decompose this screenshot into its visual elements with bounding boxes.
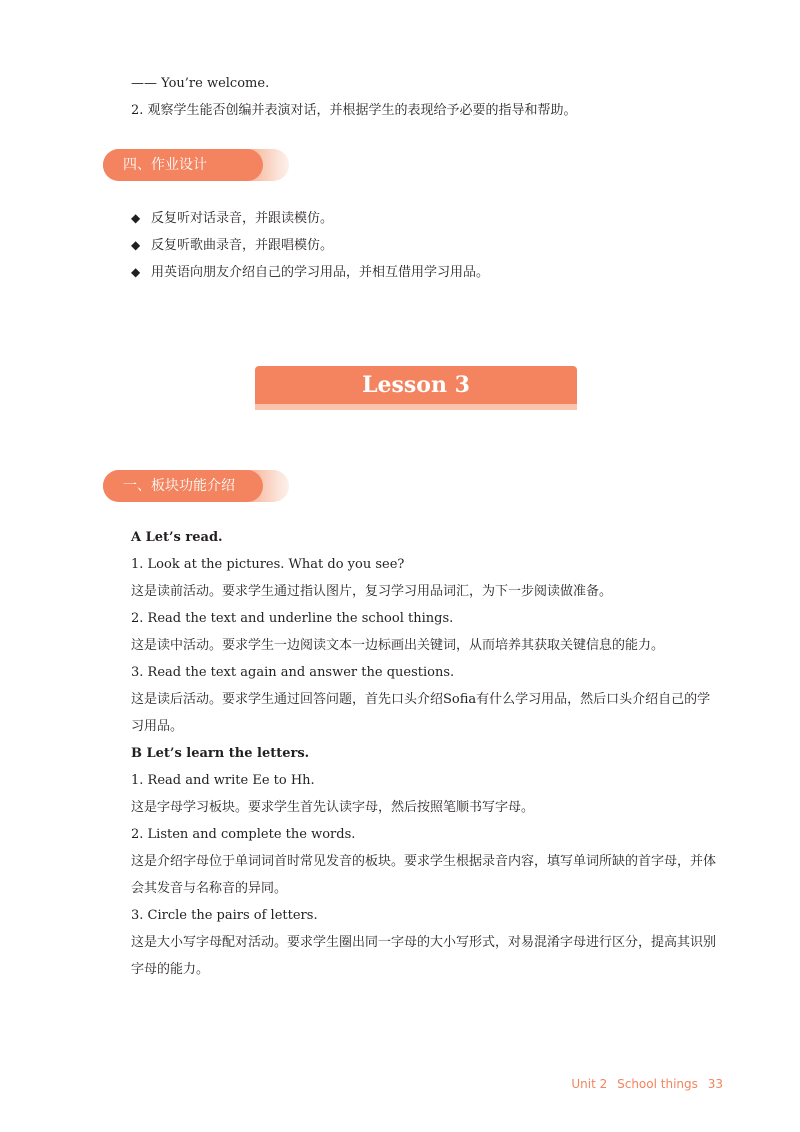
section-4-heading-label: 四、作业设计 (123, 157, 207, 173)
diamond-bullet-icon: ◆ (131, 265, 141, 279)
part-b-item-2-desc: 这是介绍字母位于单词词首时常见发音的板块。要求学生根据录音内容，填写单词所缺的首字母，并体会其发音与名称音的异同。 (131, 854, 717, 896)
lesson-title: Lesson 3 (362, 372, 470, 398)
diamond-bullet-icon: ◆ (131, 211, 141, 225)
section-4-heading (103, 149, 289, 181)
part-a-item-1-desc: 这是读前活动。要求学生通过指认图片，复习学习用品词汇，为下一步阅读做准备。 (131, 584, 613, 599)
part-b-item-2: 2. Listen and complete the words. (131, 827, 356, 842)
homework-item: ◆ 反复听对话录音，并跟读模仿。 (131, 211, 334, 226)
dialog-line: —— You’re welcome. (131, 76, 270, 91)
diamond-bullet-icon: ◆ (131, 238, 141, 252)
part-a-item-2-desc: 这是读中活动。要求学生一边阅读文本一边标画出关键词，从而培养其获取关键信息的能力。 (131, 638, 665, 653)
footer-title: School things (617, 1077, 698, 1091)
part-b-item-3-desc: 这是大小写字母配对活动。要求学生圈出同一字母的大小写形式，对易混淆字母进行区分，提高其识别字母的能力。 (131, 935, 717, 977)
part-a-item-1: 1. Look at the pictures. What do you see? (131, 557, 405, 572)
homework-item: ◆ 反复听歌曲录音，并跟唱模仿。 (131, 238, 334, 253)
footer-unit: Unit 2 (571, 1077, 608, 1091)
page-number: 33 (707, 1077, 723, 1091)
part-b-item-3: 3. Circle the pairs of letters. (131, 908, 318, 923)
part-b-item-1: 1. Read and write Ee to Hh. (131, 773, 315, 788)
part-b-item-1-desc: 这是字母学习板块。要求学生首先认读字母，然后按照笔顺书写字母。 (131, 800, 535, 815)
part-a-item-3: 3. Read the text again and answer the questions. (131, 665, 455, 680)
part-b-title: B Let’s learn the letters. (131, 746, 310, 761)
part-a-item-2: 2. Read the text and underline the school things. (131, 611, 454, 626)
item-2-text: 2. 观察学生能否创编并表演对话，并根据学生的表现给予必要的指导和帮助。 (131, 103, 577, 118)
homework-item: ◆ 用英语向朋友介绍自己的学习用品，并相互借用学习用品。 (131, 265, 490, 280)
part-a-title: A Let’s read. (131, 530, 223, 545)
part-a-item-3-desc: 这是读后活动。要求学生通过回答问题，首先口头介绍Sofia有什么学习用品，然后口头介绍自己的学习用品。 (131, 692, 711, 734)
section-1-heading (103, 470, 289, 502)
section-1-heading-label: 一、板块功能介绍 (123, 478, 235, 494)
lesson-banner (255, 366, 577, 411)
page-footer (565, 1077, 723, 1091)
